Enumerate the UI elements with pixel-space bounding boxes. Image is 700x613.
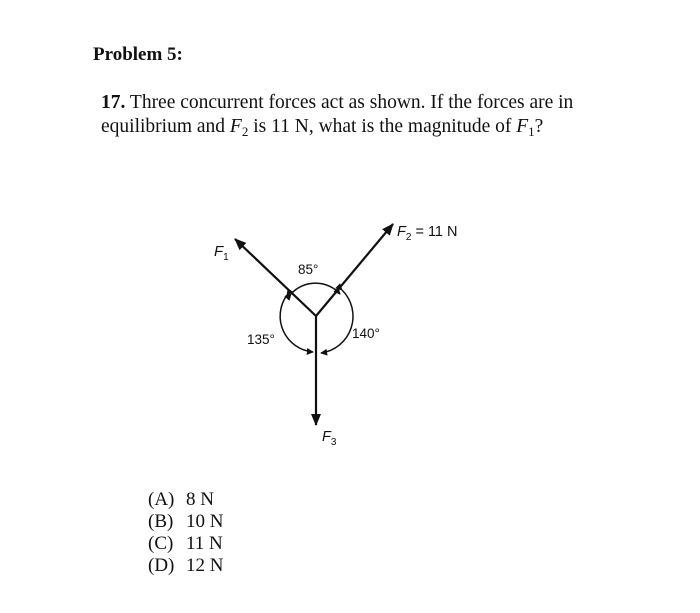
choice-letter: (A)	[148, 489, 175, 510]
f1-label-letter: F	[214, 243, 224, 260]
angle-arc-140	[321, 290, 353, 353]
f1-label-sub: 1	[223, 252, 229, 263]
f3-label-sub: 3	[330, 437, 337, 448]
choice-d[interactable]	[148, 555, 223, 577]
f2-subscript: 2	[241, 124, 249, 139]
choice-value: 11 N	[186, 533, 223, 554]
angle-arc-85	[291, 283, 340, 294]
question-text-part3: ?	[534, 116, 544, 137]
choice-value: 10 N	[186, 511, 224, 532]
angle-arc-135	[280, 295, 313, 352]
question-text-part1: Three concurrent forces act as shown. If the forces are in equilibrium and	[101, 92, 574, 137]
f2-vector	[316, 224, 393, 316]
choice-c[interactable]	[148, 533, 223, 555]
f2-label	[397, 224, 458, 243]
question-text-part2: is 11 N, what is the magnitude of	[248, 116, 517, 137]
f2-label-letter: F	[397, 224, 406, 240]
answer-choices	[148, 489, 223, 577]
f2-symbol: F	[229, 116, 242, 137]
f2-label-sub: 2	[405, 232, 412, 243]
choice-b[interactable]	[148, 511, 223, 533]
problem-heading: Problem 5:	[93, 44, 183, 65]
f1-label	[214, 243, 229, 263]
angle-label-85: 85°	[298, 262, 319, 277]
f2-value: = 11 N	[411, 224, 458, 240]
f1-subscript: 1	[528, 124, 535, 139]
choice-letter: (B)	[148, 511, 174, 532]
choice-letter: (C)	[148, 533, 174, 554]
question-number: 17.	[101, 92, 126, 113]
f1-symbol: F	[516, 116, 529, 137]
choice-value: 8 N	[186, 489, 214, 510]
f1-vector	[235, 239, 319, 316]
angle-label-135: 135°	[247, 332, 275, 347]
f3-label-letter: F	[322, 429, 331, 445]
f3-label	[322, 429, 337, 448]
angle-label-140: 140°	[352, 326, 380, 341]
choice-letter: (D)	[148, 555, 175, 576]
choice-value: 12 N	[186, 555, 224, 576]
choice-a[interactable]	[148, 489, 223, 511]
